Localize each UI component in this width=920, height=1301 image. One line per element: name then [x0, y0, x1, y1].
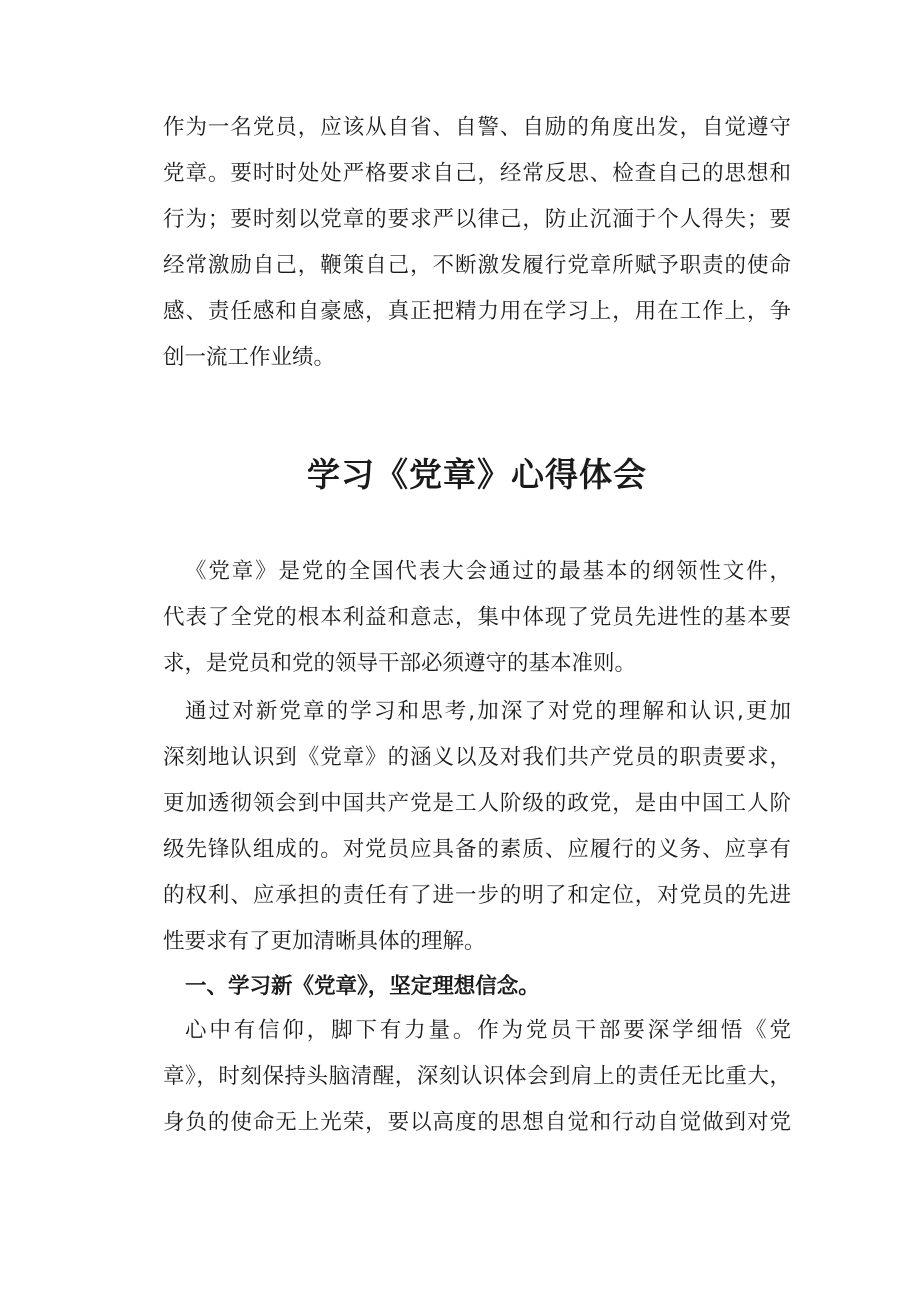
text-line: 身负的使命无上光荣，要以高度的思想自觉和行动自觉做到对党 [163, 1110, 791, 1135]
text-line: 心中有信仰，脚下有力量。作为党员干部要深学细悟《党 [185, 1018, 791, 1043]
text-line: 级先锋队组成的。对党员应具备的素质、应履行的义务、应享有 [163, 837, 791, 862]
text-line: 求，是党员和党的领导干部必须遵守的基本准则。 [163, 651, 637, 676]
paragraph-4 [163, 1008, 791, 1146]
section-heading-1: 一、学习新《党章》，坚定理想信念。 [185, 974, 540, 999]
text-line: 的权利、应承担的责任有了进一步的明了和定位，对党员的先进 [163, 883, 791, 908]
text-line: 章》，时刻保持头脑清醒，深刻认识体会到肩上的责任无比重大， [163, 1064, 791, 1089]
document-title: 学习《党章》心得体会 [307, 455, 647, 494]
text-line: 作为一名党员，应该从自省、自警、自励的角度出发，自觉遵守 [163, 115, 791, 140]
text-line: 《党章》是党的全国代表大会通过的最基本的纲领性文件， [185, 559, 791, 584]
text-line: 党章。要时时处处严格要求自己，经常反思、检查自己的思想和 [163, 161, 791, 186]
paragraph-3 [163, 689, 791, 965]
text-line: 性要求有了更加清晰具体的理解。 [163, 929, 486, 954]
text-line: 通过对新党章的学习和思考,加深了对党的理解和认识,更加 [185, 699, 791, 724]
text-line: 更加透彻领会到中国共产党是工人阶级的政党，是由中国工人阶 [163, 791, 791, 816]
paragraph-1 [163, 105, 791, 381]
text-line: 代表了全党的根本利益和意志，集中体现了党员先进性的基本要 [163, 605, 791, 630]
text-line: 经常激励自己，鞭策自己，不断激发履行党章所赋予职责的使命 [163, 253, 791, 278]
text-line: 感、责任感和自豪感，真正把精力用在学习上，用在工作上，争 [163, 299, 791, 324]
text-line: 深刻地认识到《党章》的涵义以及对我们共产党员的职责要求， [163, 745, 791, 770]
text-line: 创一流工作业绩。 [163, 345, 336, 370]
paragraph-2 [163, 549, 791, 687]
text-line: 行为；要时刻以党章的要求严以律己，防止沉湎于个人得失；要 [163, 207, 791, 232]
